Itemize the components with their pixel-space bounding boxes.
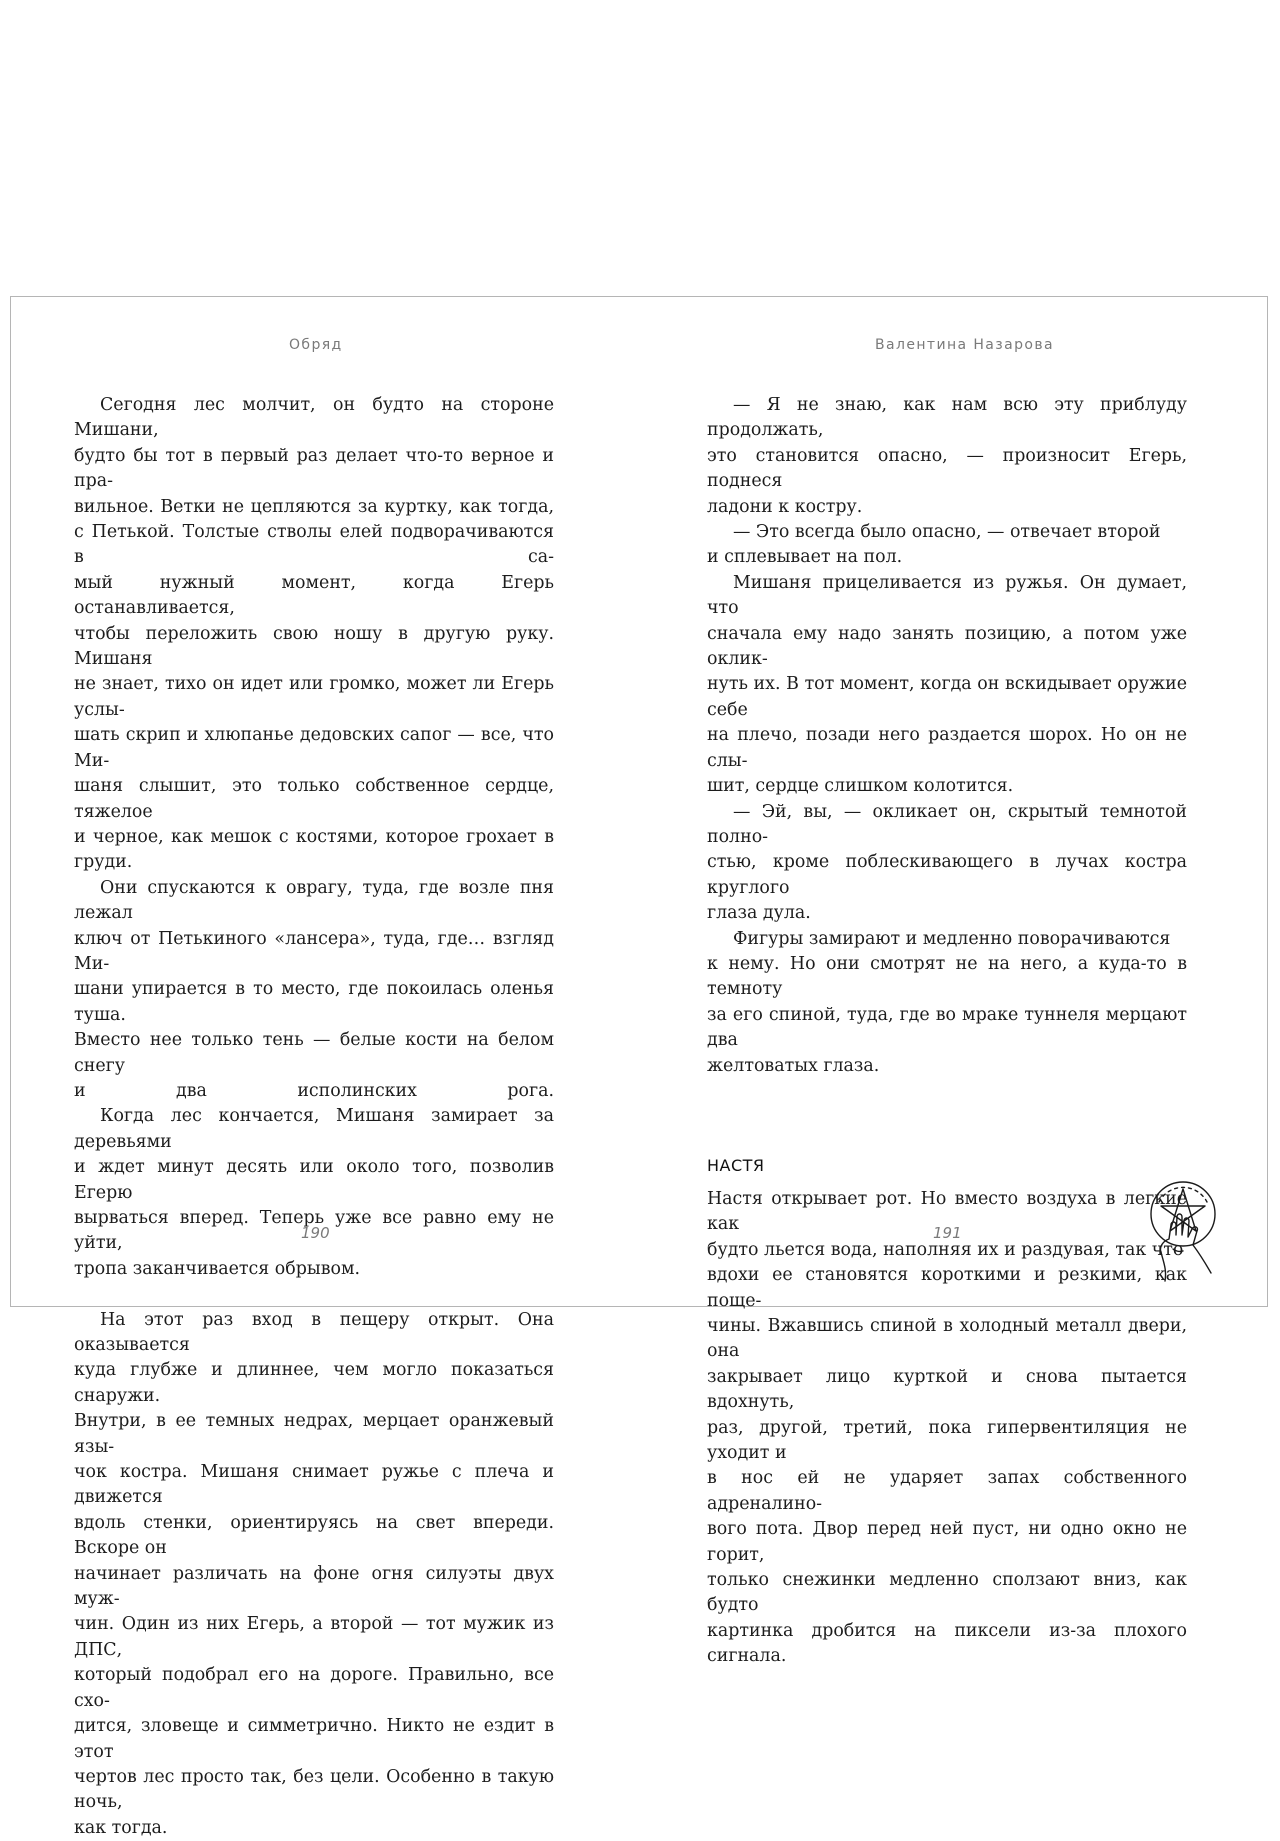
paragraph: Мишаня прицеливается из ружья. Он думает, что сначала ему надо занять позицию, а потом уже оклик- нуть их. В тот момент, когда он вскидывает оружие себе на плечо, позади него раздается шорох. Но он не слы- шит, сердце слишком колотится. xyxy=(707,572,1187,797)
running-head-left: Обряд xyxy=(289,337,343,353)
page-number-left: 190 xyxy=(301,1224,330,1242)
left-page-body xyxy=(74,393,554,1841)
paragraph: — Я не знаю, как нам всю эту приблуду продолжать, это становится опасно, — произносит Егерь, поднеся ладони к костру. xyxy=(707,395,1187,517)
paragraph: — Это всегда было опасно, — отвечает второй и сплевывает на пол. xyxy=(707,522,1161,568)
running-head-right: Валентина Назарова xyxy=(875,337,1054,353)
section-title: НАСТЯ xyxy=(707,1155,765,1175)
paragraph: На этот раз вход в пещеру открыт. Она оказывается куда глубже и длиннее, чем могло показаться снаружи. Внутри, в ее темных недрах, мерцает оранжевый язы- чок костра. Мишаня снимает ружье с плеча и движется вдоль стенки, ориентируясь на свет впереди. Вскоре он начинает различать на фоне огня силуэты двух муж- чин. Один из них Егерь, а второй — тот мужик из ДПС, который подобрал его на дороге. Правильно, все схо- дится, зловеще и симметрично. Никто не ездит в этот чертов лес просто так, без цели. Особенно в такую ночь, как тогда. xyxy=(74,1309,554,1838)
paragraph: Фигуры замирают и медленно поворачиваются к нему. Но они смотрят не на него, а куда-то в темноту за его спиной, туда, где во мраке туннеля мерцают два желтоватых глаза. xyxy=(707,928,1187,1076)
pentagram-hand-icon xyxy=(1141,1177,1225,1285)
book-spread xyxy=(10,296,1268,1838)
paragraph: Они спускаются к оврагу, туда, где возле пня лежал ключ от Петькиного «лансера», туда, где… взгляд Ми- шани упирается в то место, где покоилась оленья туша. Вместо нее только тень — белые кости на белом снегу и два исполинских рога. xyxy=(74,877,554,1101)
right-page-body xyxy=(707,393,1187,1670)
paragraph: Когда лес кончается, Мишаня замирает за деревьями и ждет минут десять или около того, позволив Егерю вырваться вперед. Теперь уже все равно ему не уйти, тропа заканчивается обрывом. xyxy=(74,1106,554,1279)
paragraph: Сегодня лес молчит, он будто на стороне Мишани, будто бы тот в первый раз делает что-то верное и пра- вильное. Ветки не цепляются за куртку, как тогда, с Петькой. Толстые стволы елей подворачиваются в са- мый нужный момент, когда Егерь останавливается, чтобы переложить свою ношу в другую руку. Мишаня не знает, тихо он идет или громко, может ли Егерь услы- шать скрип и хлюпанье дедовских сапог — все, что Ми- шаня слышит, это только собственное сердце, тяжелое и черное, как мешок с костями, которое грохает в груди. xyxy=(74,395,554,873)
section-paragraph: Настя открывает рот. Но вместо воздуха в легкие как будто льется вода, наполняя их и раздувая, так что вдохи ее становятся короткими и резкими, как поще- чины. Вжавшись спиной в холодный металл двери, она закрывает лицо курткой и снова пытается вдохнуть, раз, другой, третий, пока гипервентиляция не уходит и в нос ей не ударяет запах собственного адреналино- вого пота. Двор перед ней пуст, ни одно окно не горит, только снежинки медленно сползают вниз, как будто картинка дробится на пиксели из-за плохого сигнала. xyxy=(707,1188,1187,1667)
page-number-right: 191 xyxy=(933,1224,962,1242)
section-break xyxy=(707,1079,1187,1155)
paragraph: — Эй, вы, — окликает он, скрытый темнотой полно- стью, кроме поблескивающего в лучах костра круглого глаза дула. xyxy=(707,801,1187,924)
section-break xyxy=(74,1282,554,1307)
